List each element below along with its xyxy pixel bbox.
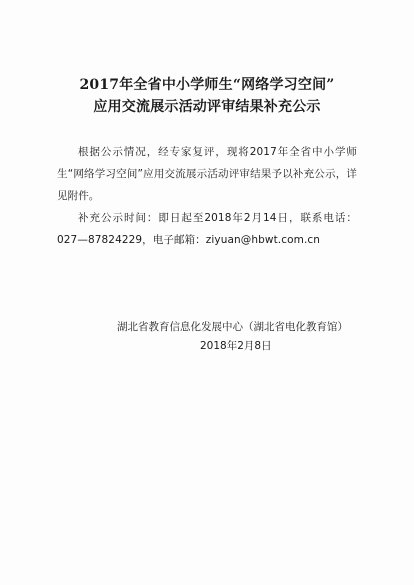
signature-date: 2018年2月8日 xyxy=(200,340,272,352)
signature-organization: 湖北省教育信息化发展中心（湖北省电化教育馆） xyxy=(117,321,348,333)
announcement-paragraph: 根据公示情况，经专家复评，现将2017年全省中小学师生“网络学习空间”应用交流展示活动评审结果予以补充公示，详见附件。 xyxy=(57,146,357,202)
document-title-line-2: 应用交流展示活动评审结果补充公示 xyxy=(93,99,321,115)
contact-paragraph: 补充公示时间：即日起至2018年2月14日，联系电话：027—87824229，电子邮箱：ziyuan@hbwt.com.cn xyxy=(57,212,357,246)
document-title-line-1: 2017年全省中小学师生“网络学习空间” xyxy=(79,77,335,93)
